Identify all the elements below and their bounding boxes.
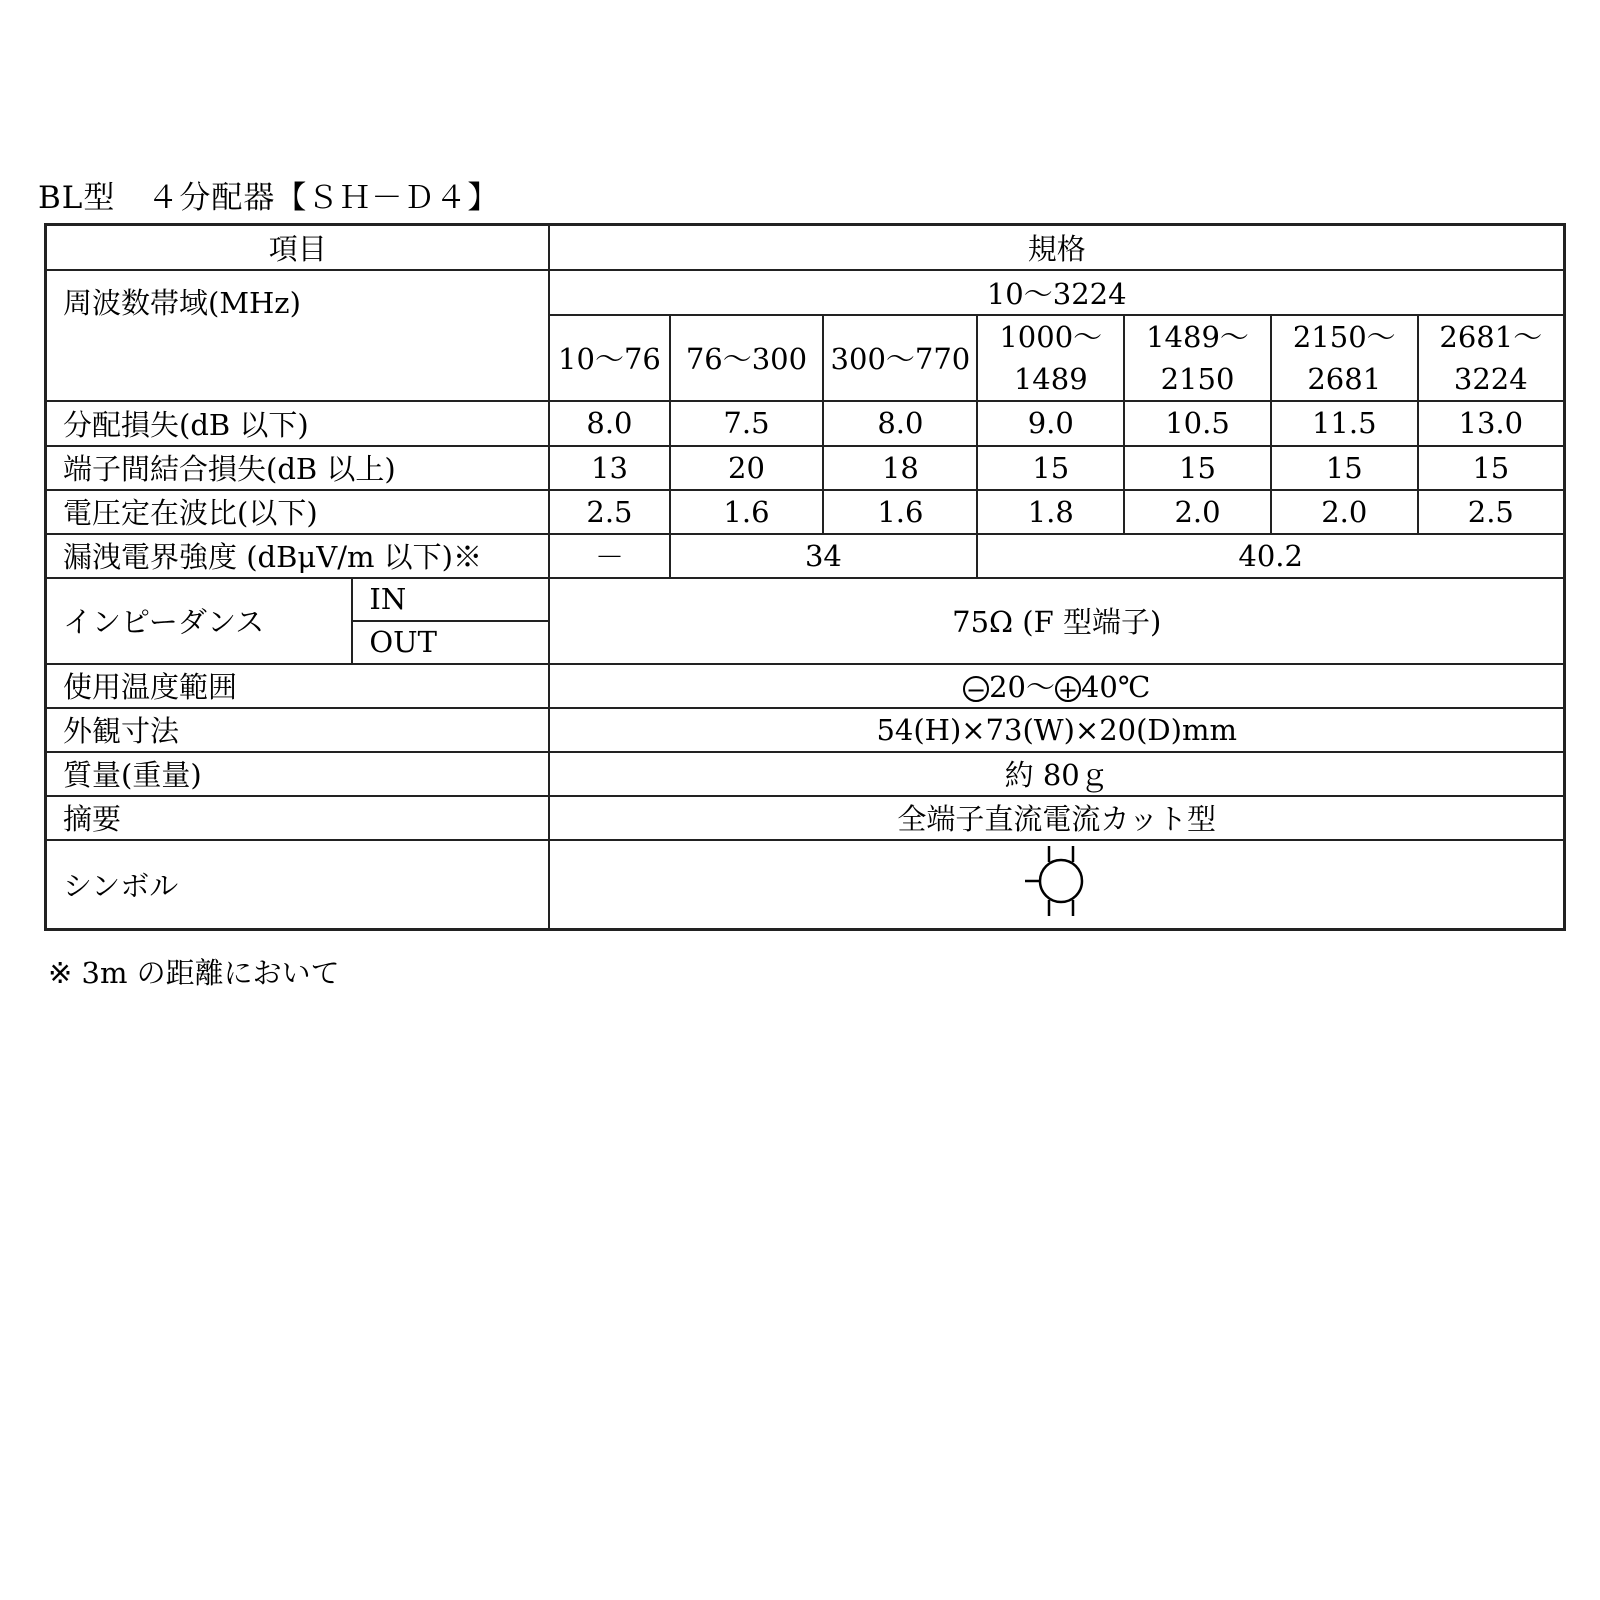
- summary-label: 摘要: [46, 796, 550, 840]
- symbol-label: シンボル: [46, 840, 550, 930]
- freq-label: 周波数帯域(MHz): [46, 270, 550, 401]
- split-loss-label: 分配損失(dB 以下): [46, 401, 550, 446]
- leak-value: －: [549, 534, 669, 578]
- leak-label: 漏洩電界強度 (dBμV/m 以下)※: [46, 534, 550, 578]
- dims-row: [46, 708, 1565, 752]
- isolation-row: [46, 446, 1565, 490]
- freq-band: 76～300: [670, 315, 824, 401]
- vswr-row: [46, 490, 1565, 534]
- split-loss-value: 8.0: [549, 401, 669, 446]
- isolation-value: 15: [1271, 446, 1418, 490]
- freq-band: 2150～ 2681: [1271, 315, 1418, 401]
- temp-row: [46, 664, 1565, 708]
- mass-row: [46, 752, 1565, 796]
- temp-label: 使用温度範囲: [46, 664, 550, 708]
- symbol-row: [46, 840, 1565, 930]
- impedance-row: [46, 578, 1565, 621]
- symbol-cell: [549, 840, 1564, 930]
- splitter-symbol-icon: [1017, 841, 1097, 921]
- isolation-value: 15: [977, 446, 1124, 490]
- impedance-value: 75Ω (F 型端子): [549, 578, 1564, 664]
- freq-band: 10～76: [549, 315, 669, 401]
- isolation-value: 15: [1418, 446, 1565, 490]
- vswr-value: 2.0: [1124, 490, 1271, 534]
- vswr-label: 電圧定在波比(以下): [46, 490, 550, 534]
- impedance-out: OUT: [352, 621, 549, 664]
- vswr-value: 1.6: [670, 490, 824, 534]
- split-loss-value: 8.0: [823, 401, 977, 446]
- split-loss-row: [46, 401, 1565, 446]
- dims-value: 54(H)×73(W)×20(D)mm: [549, 708, 1564, 752]
- split-loss-value: 13.0: [1418, 401, 1565, 446]
- page-title: BL型 ４分配器【ＳＨ－Ｄ４】: [38, 180, 500, 216]
- temp-value: − 20～ + 40℃: [549, 664, 1564, 708]
- vswr-value: 2.5: [1418, 490, 1565, 534]
- plus-circle-icon: +: [1055, 676, 1081, 702]
- freq-band: 1489～ 2150: [1124, 315, 1271, 401]
- mass-label: 質量(重量): [46, 752, 550, 796]
- header-spec: 規格: [549, 225, 1564, 270]
- vswr-value: 2.0: [1271, 490, 1418, 534]
- isolation-value: 15: [1124, 446, 1271, 490]
- freq-band: 2681～ 3224: [1418, 315, 1565, 401]
- mass-value: 約 80ｇ: [549, 752, 1564, 796]
- leak-value: 40.2: [977, 534, 1564, 578]
- split-loss-value: 11.5: [1271, 401, 1418, 446]
- spec-table: [44, 223, 1566, 931]
- isolation-value: 18: [823, 446, 977, 490]
- minus-circle-icon: −: [963, 676, 989, 702]
- summary-row: [46, 796, 1565, 840]
- impedance-in: IN: [352, 578, 549, 621]
- header-row: [46, 225, 1565, 270]
- leak-value: 34: [670, 534, 978, 578]
- impedance-label: インピーダンス: [46, 578, 353, 664]
- split-loss-value: 10.5: [1124, 401, 1271, 446]
- split-loss-value: 9.0: [977, 401, 1124, 446]
- summary-value: 全端子直流電流カット型: [549, 796, 1564, 840]
- isolation-label: 端子間結合損失(dB 以上): [46, 446, 550, 490]
- header-item: 項目: [46, 225, 550, 270]
- dims-label: 外観寸法: [46, 708, 550, 752]
- footnote: ※ 3m の距離において: [48, 956, 340, 990]
- freq-overall: 10～3224: [549, 270, 1564, 315]
- vswr-value: 2.5: [549, 490, 669, 534]
- freq-overall-row: [46, 270, 1565, 315]
- isolation-value: 20: [670, 446, 824, 490]
- freq-band: 300～770: [823, 315, 977, 401]
- leak-row: [46, 534, 1565, 578]
- vswr-value: 1.8: [977, 490, 1124, 534]
- vswr-value: 1.6: [823, 490, 977, 534]
- isolation-value: 13: [549, 446, 669, 490]
- split-loss-value: 7.5: [670, 401, 824, 446]
- freq-band: 1000～ 1489: [977, 315, 1124, 401]
